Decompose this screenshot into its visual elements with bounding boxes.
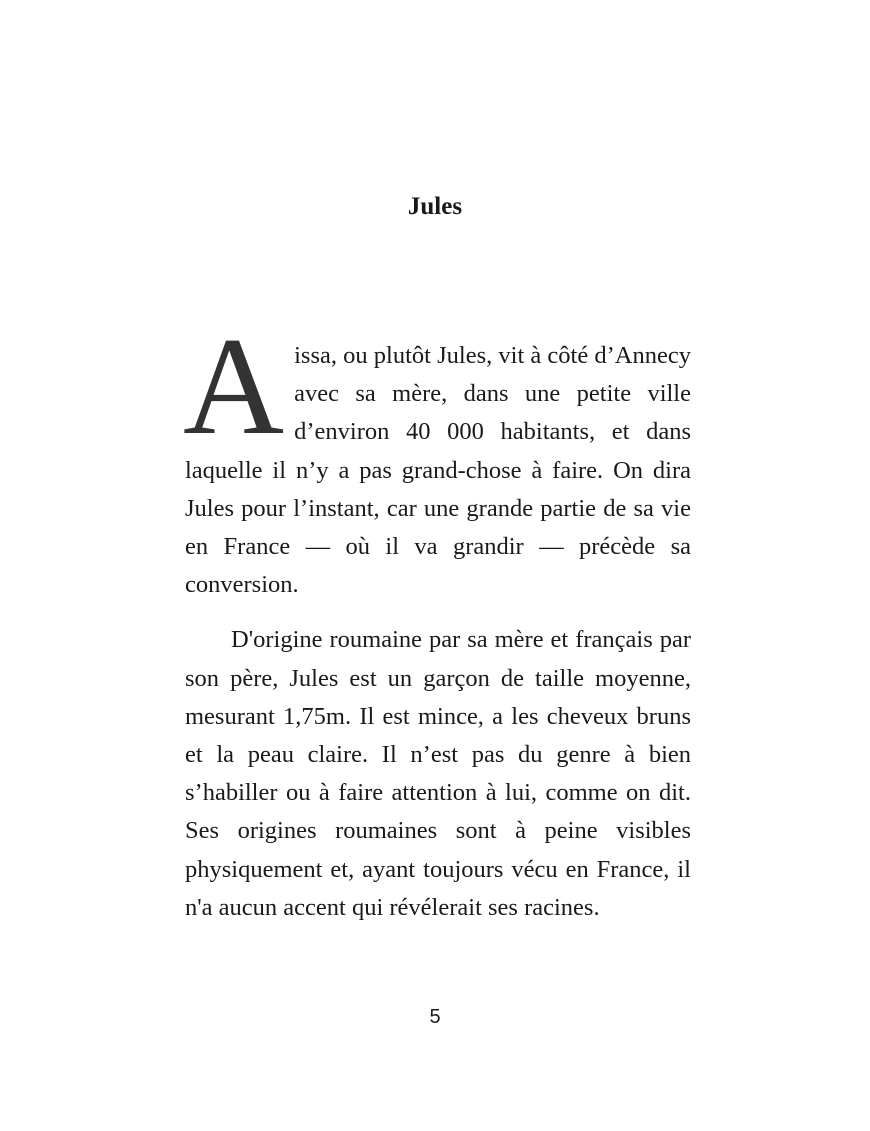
paragraph <box>185 621 691 927</box>
paragraph-text: issa, ou plutôt Jules, vit à côté d’Annecy avec sa mère, dans une petite ville d’environ 40 000 habitants, et dans laquelle il n’y a pas grand-chose à faire. On dira Jules pour l’instant, car une grande partie de sa vie en France — où il va grandir — précède sa conversion. <box>185 342 691 599</box>
chapter-body <box>183 309 691 927</box>
paragraph <box>183 309 691 604</box>
drop-cap: A <box>183 309 285 464</box>
paragraph-text: D'origine roumaine par sa mère et français par son père, Jules est un garçon de taille moyenne, mesurant 1,75m. Il est mince, a les cheveux bruns et la peau claire. Il n’est pas du genre à bien s’habiller ou à faire attention à lui, comme on dit. Ses origines roumaines sont à peine visibles physiquement et, ayant toujours vécu en France, il n'a aucun accent qui révélerait ses racines. <box>185 626 691 921</box>
page-number: 5 <box>429 1006 441 1028</box>
chapter-title: Jules <box>407 192 463 220</box>
